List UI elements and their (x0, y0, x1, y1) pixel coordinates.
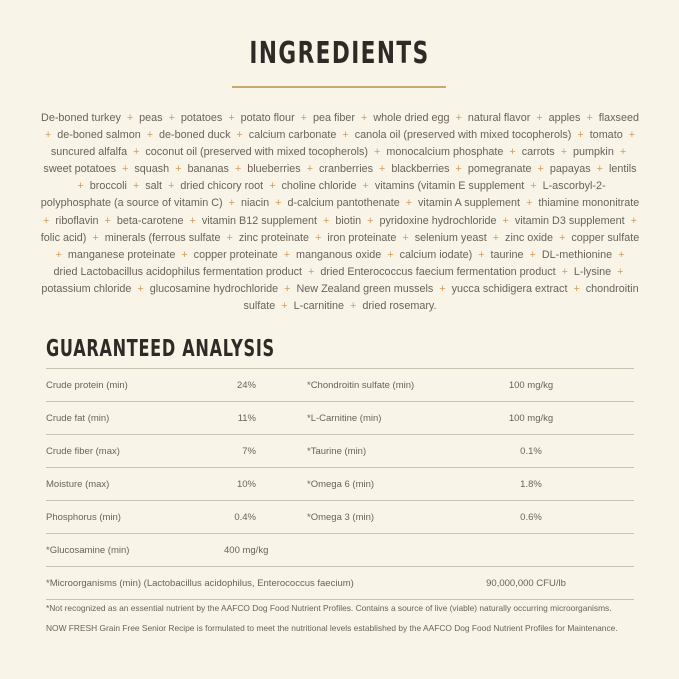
ingredient-item: biotin (335, 214, 362, 227)
separator-icon: + (269, 180, 276, 193)
ingredient-item: niacin (240, 197, 270, 210)
ingredient-item: folic acid) (40, 231, 87, 244)
separator-icon: + (306, 163, 313, 176)
footnote: *Not recognized as an essential nutrient by the AAFCO Dog Food Nutrient Profiles. Contains a source of live (viable) naturally occurring microorganisms. (46, 603, 612, 613)
ingredient-item: vitamin D3 supplement (514, 214, 625, 227)
ingredient-item: potassium chloride (41, 282, 132, 295)
separator-icon: + (577, 129, 584, 142)
separator-icon: + (300, 112, 307, 124)
nutrient-value: 7% (242, 446, 256, 457)
ingredient-item: iron proteinate (327, 231, 397, 244)
separator-icon: + (362, 180, 369, 193)
ingredient-item: cranberries (319, 163, 374, 176)
table-row (46, 369, 634, 402)
ingredient-item: dried chicory root (180, 180, 264, 193)
separator-icon: + (596, 163, 603, 176)
ingredient-item: de-boned salmon (57, 129, 141, 142)
table-row (46, 435, 634, 468)
ingredient-item: flaxseed (598, 112, 639, 124)
separator-icon: + (92, 231, 99, 244)
ingredient-item: potato flour (240, 112, 295, 124)
separator-icon: + (275, 197, 282, 210)
nutrient-label: *Omega 3 (min) (307, 512, 375, 523)
separator-icon: + (492, 231, 500, 244)
separator-icon: + (374, 146, 381, 159)
ingredient-item: whole dried egg (373, 112, 450, 124)
ingredient-item: pomegranate (467, 163, 532, 176)
ingredient-item: sweet potatoes (43, 163, 117, 176)
ingredient-item: carrots (521, 146, 555, 159)
ingredient-item: peas (139, 112, 163, 124)
ingredient-item: papayas (549, 163, 591, 176)
ingredient-item: selenium yeast (414, 231, 487, 244)
separator-icon: + (44, 129, 52, 142)
ingredient-item: de-boned duck (159, 129, 231, 142)
ingredient-item: chondroitin sulfate (243, 282, 639, 313)
separator-icon: + (228, 112, 235, 124)
separator-icon: + (137, 282, 144, 295)
separator-icon: + (619, 146, 627, 159)
ingredient-item: beta-carotene (116, 214, 184, 227)
separator-icon: + (308, 265, 315, 278)
separator-icon: + (350, 300, 357, 313)
nutrient-label: *Glucosamine (min) (46, 545, 130, 556)
ingredient-item: pyridoxine hydrochloride (379, 214, 497, 227)
ingredient-item: L-ascorbyl-2-polyphosphate (a source of vitamin C) (40, 180, 606, 210)
separator-icon: + (367, 214, 374, 227)
separator-icon: + (281, 300, 288, 313)
nutrient-label: *Chondroitin sulfate (min) (307, 380, 415, 391)
nutrient-value: 1.8% (520, 479, 542, 490)
nutrient-value: 100 mg/kg (508, 380, 554, 391)
ingredient-item: manganese proteinate (67, 248, 176, 261)
separator-icon: + (226, 231, 233, 244)
ingredient-item: zinc proteinate (238, 231, 310, 244)
ingredient-item: lentils (608, 163, 637, 176)
separator-icon: + (630, 214, 637, 227)
ingredient-item: riboflavin (55, 214, 99, 227)
ingredient-item: blueberries (247, 163, 301, 176)
separator-icon: + (189, 214, 196, 227)
separator-icon: + (236, 129, 243, 142)
separator-icon: + (387, 248, 394, 261)
table-row (46, 402, 634, 435)
separator-icon: + (43, 214, 50, 227)
ingredient-item: potatoes (180, 112, 223, 124)
separator-icon: + (181, 248, 188, 261)
separator-icon: + (126, 112, 134, 124)
nutrient-label: Moisture (max) (46, 479, 110, 490)
separator-icon: + (439, 282, 446, 295)
ingredients-list (40, 110, 640, 315)
nutrient-value: 0.6% (520, 512, 542, 523)
ingredient-item: L-lysine (573, 265, 612, 278)
ingredient-item: calcium iodate) (399, 248, 473, 261)
separator-icon: + (168, 180, 175, 193)
ingredient-item: monocalcium phosphate (386, 146, 504, 159)
ingredient-item: bananas (187, 163, 229, 176)
ingredient-item: choline chloride (281, 180, 357, 193)
separator-icon: + (628, 129, 636, 142)
ingredient-item: copper sulfate (571, 231, 640, 244)
nutrient-label: *Microorganisms (min) (Lactobacillus acidophilus, Enterococcus faecium) (46, 578, 354, 589)
ingredient-item: pumpkin (573, 146, 614, 159)
ingredient-item: dried Enterococcus faecium fermentation product (320, 265, 556, 278)
ingredient-item: calcium carbonate (248, 129, 337, 142)
ingredient-item: yucca schidigera extract (451, 282, 568, 295)
nutrient-value: 11% (237, 413, 256, 424)
nutrient-value: 400 mg/kg (224, 545, 269, 556)
separator-icon: + (573, 282, 580, 295)
separator-icon: + (283, 248, 291, 261)
separator-icon: + (536, 112, 543, 124)
separator-icon: + (104, 214, 111, 227)
separator-icon: + (122, 163, 129, 176)
separator-icon: + (323, 214, 330, 227)
nutrient-label: *L-Carnitine (min) (307, 413, 382, 424)
separator-icon: + (455, 112, 462, 124)
separator-icon: + (361, 112, 368, 124)
separator-icon: + (530, 180, 537, 193)
separator-icon: + (618, 248, 625, 261)
separator-icon: + (77, 180, 84, 193)
ingredient-item: glucosamine hydrochloride (149, 282, 279, 295)
separator-icon: + (502, 214, 509, 227)
ingredient-item: manganous oxide (296, 248, 382, 261)
ingredient-item: vitamin A supplement (418, 197, 521, 210)
ingredient-item: L-carnitine (293, 300, 345, 313)
separator-icon: + (560, 146, 568, 159)
nutrient-value: 90,000,000 CFU/lb (486, 578, 566, 589)
separator-icon: + (455, 163, 462, 176)
ingredient-item: dried rosemary. (362, 300, 437, 313)
ingredient-item: pea fiber (312, 112, 356, 124)
separator-icon: + (586, 112, 593, 124)
table-row (46, 534, 634, 567)
separator-icon: + (509, 146, 516, 159)
ingredient-item: tomato (589, 129, 623, 142)
nutrient-label: *Omega 6 (min) (307, 479, 375, 490)
ingredient-item: apples (548, 112, 581, 124)
separator-icon: + (168, 112, 175, 124)
separator-icon: + (402, 231, 409, 244)
guaranteed-analysis-table (46, 369, 634, 600)
ingredient-item: squash (134, 163, 170, 176)
separator-icon: + (234, 163, 242, 176)
nutrient-label: *Taurine (min) (307, 446, 367, 457)
table-row (46, 501, 634, 534)
separator-icon: + (561, 265, 568, 278)
ingredient-item: salt (145, 180, 163, 193)
separator-icon: + (55, 248, 62, 261)
table-row (46, 468, 634, 501)
ingredient-item: minerals (ferrous sulfate (104, 231, 221, 244)
separator-icon: + (559, 231, 566, 244)
separator-icon: + (315, 231, 322, 244)
separator-icon: + (379, 163, 386, 176)
separator-icon: + (228, 197, 235, 210)
nutrient-value: 100 mg/kg (508, 413, 554, 424)
nutrient-value: 10% (236, 479, 256, 490)
ingredient-item: De-boned turkey (41, 112, 121, 124)
separator-icon: + (529, 248, 536, 261)
nutrient-label: Crude fat (min) (46, 413, 110, 424)
ingredient-item: suncured alfalfa (50, 146, 128, 159)
separator-icon: + (132, 180, 140, 193)
nutrient-value: 24% (236, 380, 256, 391)
nutrient-label: Phosphorus (min) (46, 512, 121, 523)
ingredient-item: thiamine mononitrate (538, 197, 640, 210)
ingredient-item: d-calcium pantothenate (287, 197, 400, 210)
ingredient-item: DL-methionine (541, 248, 613, 261)
ingredient-item: dried Lactobacillus acidophilus fermentation product (53, 265, 303, 278)
guaranteed-analysis-title: GUARANTEED ANALYSIS (46, 336, 275, 362)
ingredient-item: broccoli (89, 180, 127, 193)
nutrient-value: 0.1% (520, 446, 542, 457)
ingredient-item: copper proteinate (193, 248, 278, 261)
nutrient-label: Crude fiber (max) (46, 446, 120, 457)
separator-icon: + (405, 197, 413, 210)
ingredient-item: New Zealand green mussels (296, 282, 434, 295)
ingredient-item: coconut oil (preserved with mixed tocopherols) (145, 146, 369, 159)
separator-icon: + (133, 146, 140, 159)
nutrient-label: Crude protein (min) (46, 380, 128, 391)
separator-icon: + (146, 129, 154, 142)
separator-icon: + (478, 248, 485, 261)
separator-icon: + (537, 163, 544, 176)
table-row (46, 567, 634, 600)
nutrient-value: 0.4% (234, 512, 256, 523)
separator-icon: + (617, 265, 624, 278)
page-title: INGREDIENTS (249, 36, 430, 71)
ingredient-item: zinc oxide (505, 231, 554, 244)
ingredient-item: vitamin B12 supplement (201, 214, 318, 227)
ingredient-item: blackberries (391, 163, 450, 176)
separator-icon: + (526, 197, 533, 210)
separator-icon: + (284, 282, 291, 295)
ingredient-item: taurine (490, 248, 524, 261)
ingredient-item: vitamins (vitamin E supplement (374, 180, 525, 193)
title-divider (232, 86, 446, 88)
aafco-statement: NOW FRESH Grain Free Senior Recipe is formulated to meet the nutritional levels established by the AAFCO Dog Food Nutrient Profiles for Maintenance. (46, 623, 618, 633)
separator-icon: + (342, 129, 349, 142)
ingredient-item: natural flavor (467, 112, 531, 124)
separator-icon: + (175, 163, 182, 176)
ingredient-item: canola oil (preserved with mixed tocopherols) (354, 129, 572, 142)
